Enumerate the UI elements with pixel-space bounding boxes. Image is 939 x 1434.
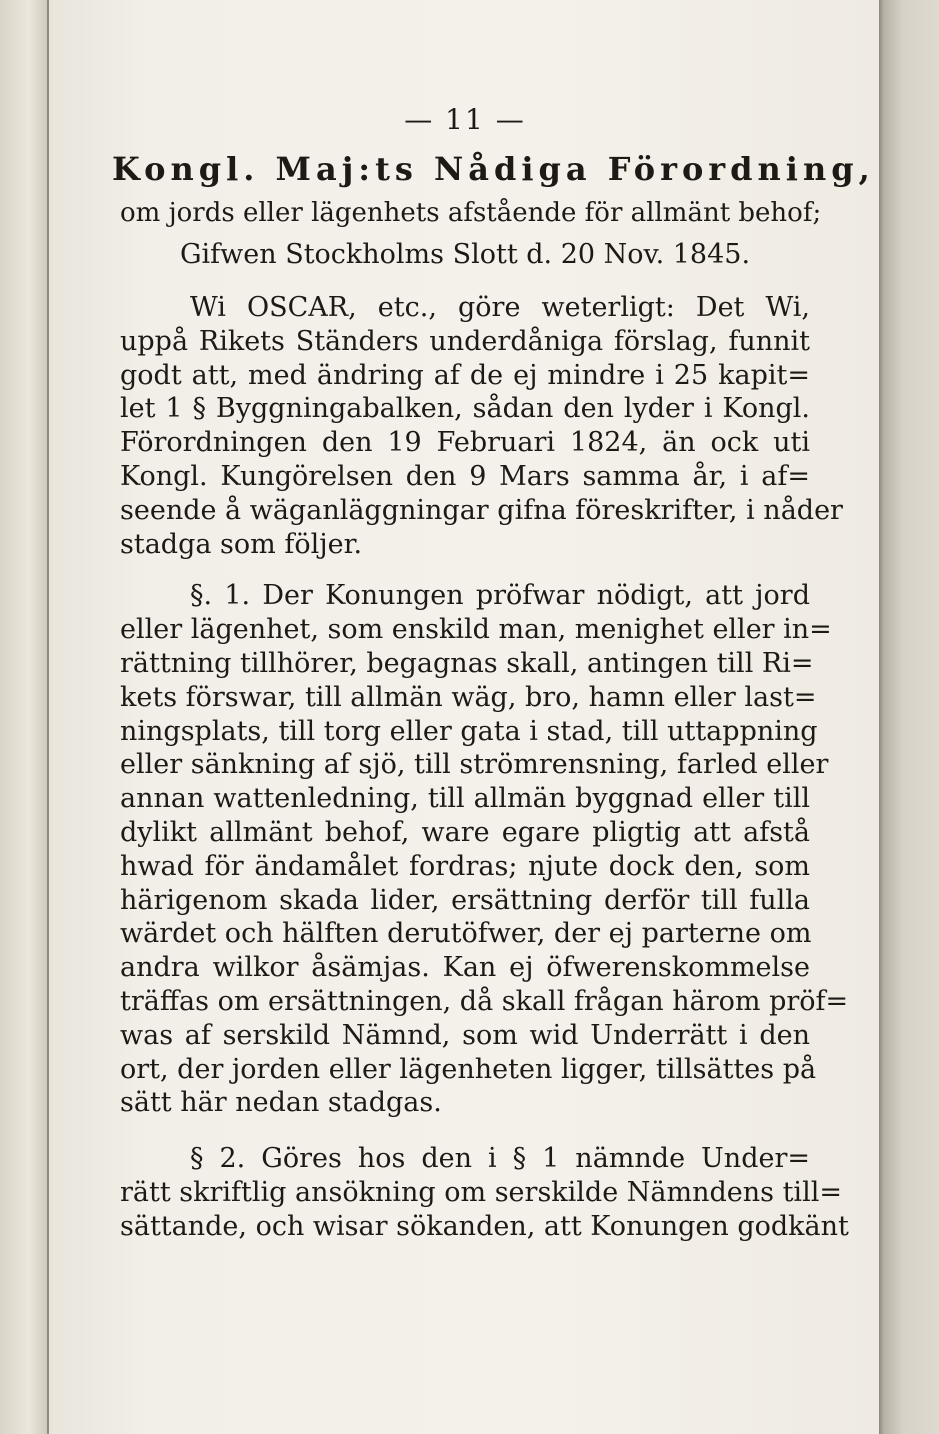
page-text [112,95,875,1244]
document-subtitle: om jords eller lägenhets afstående för allmänt behof; [120,198,822,228]
text-line: stadga som följer. [120,528,363,560]
text-line: hwad för ändamålet fordras; njute dock den, som [120,850,810,882]
text-line: Kongl. Kungörelsen den 9 Mars samma år, i af= [120,460,810,492]
text-line: härigenom skada lider, ersättning derför till fulla [120,884,810,916]
facing-page-margin [0,0,48,1434]
dateline: Gifwen Stockholms Slott d. 20 Nov. 1845. [179,239,751,270]
text-line: annan wattenledning, till allmän byggnad eller till [120,783,810,815]
text-line: § 2. Göres hos den i § 1 nämnde Under= [190,1143,810,1175]
page-number: — 11 — [404,103,526,136]
text-line: kets förswar, till allmän wäg, bro, hamn eller last= [120,681,817,713]
text-line: uppå Rikets Ständers underdåniga förslag, funnit [120,325,810,357]
document-title: Kongl. Maj:ts Nådiga Förordning, [112,150,875,188]
text-line: ningsplats, till torg eller gata i stad, till uttappning [120,715,818,747]
page-stack-edge [879,0,939,1434]
text-line: eller lägenhet, som enskild man, menighet eller in= [120,614,832,646]
text-line: wärdet och hälften derutöfwer, der ej parterne om [120,918,812,950]
section-2-paragraph [120,1142,849,1243]
section-1-paragraph [120,579,849,1120]
text-line: ort, der jorden eller lägenheten ligger, tillsättes på [120,1053,817,1085]
text-line: eller sänkning af sjö, till strömrensning, farled eller [120,749,829,781]
text-line: was af serskild Nämnd, som wid Underrätt i den [120,1019,810,1051]
text-line: rättning tillhörer, begagnas skall, antingen till Ri= [120,647,814,679]
text-line: sättande, och wisar sökanden, att Konungen godkänt [120,1210,849,1242]
text-line: dylikt allmänt behof, ware egare pligtig att afstå [120,816,810,848]
text-line: godt att, med ändring af de ej mindre i 25 kapit= [120,359,810,391]
text-line: let 1 § Byggningabalken, sådan den lyder i Kongl. [120,393,810,425]
text-line: seende å wäganläggningar gifna föreskrifter, i nåder [120,494,843,526]
text-line: §. 1. Der Konungen pröfwar nödigt, att jord [190,580,810,612]
text-line: rätt skriftlig ansökning om serskilde Nämndens till= [120,1176,842,1208]
text-line: Wi OSCAR, etc., göre weterligt: Det Wi, [190,292,810,323]
text-line: Förordningen den 19 Februari 1824, än ock uti [120,427,810,459]
preamble-paragraph [120,291,843,561]
text-line: sätt här nedan stadgas. [120,1087,442,1119]
text-line: träffas om ersättningen, då skall frågan härom pröf= [120,985,849,1017]
text-line: andra wilkor åsämjas. Kan ej öfwerenskommelse [120,952,810,984]
